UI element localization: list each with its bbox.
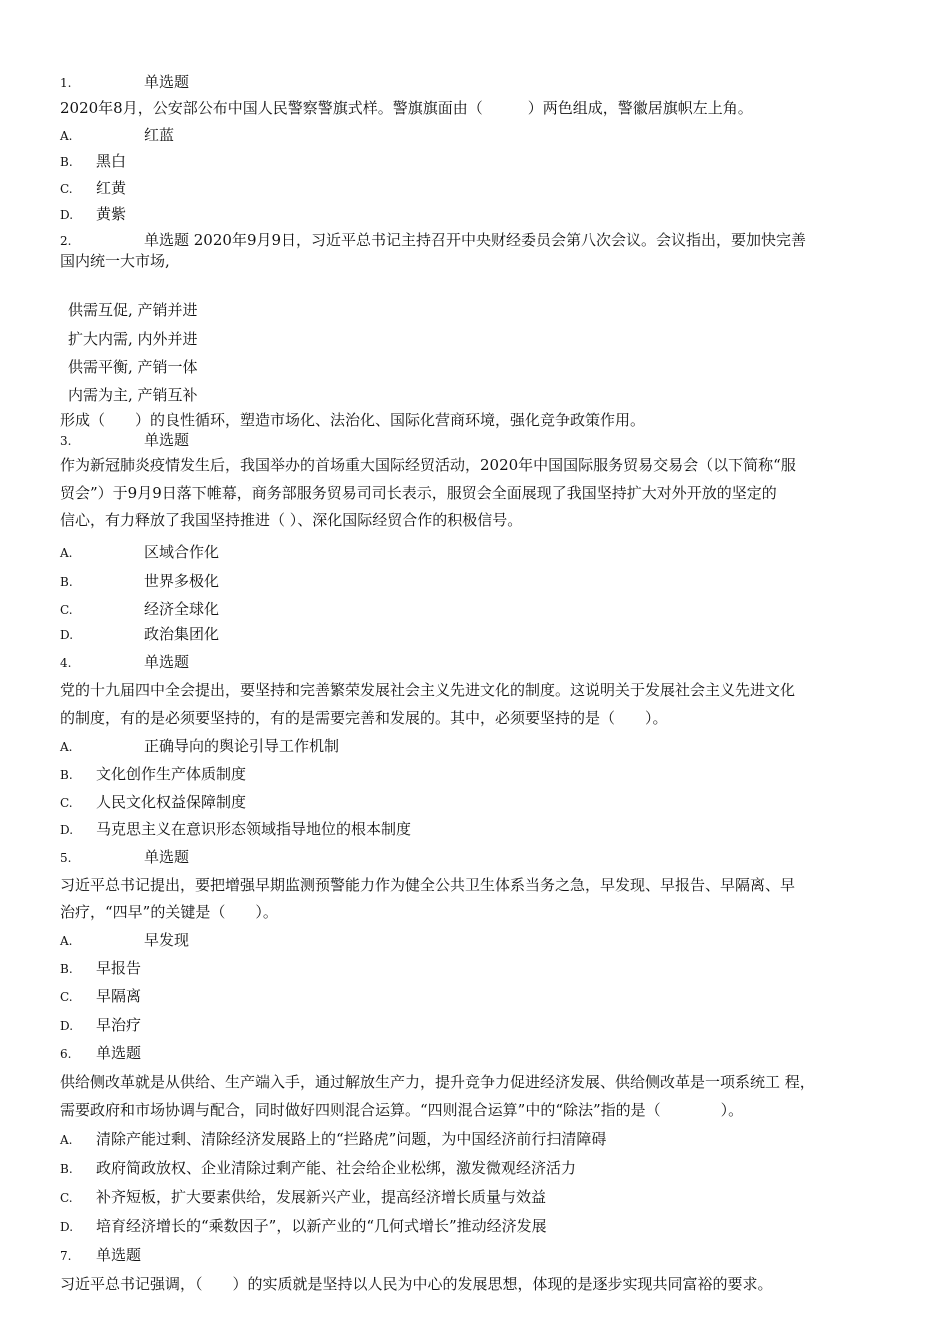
question-number: 3. <box>60 434 72 448</box>
option-a[interactable]: A. 早发现 <box>60 931 190 949</box>
question-stem: 2020年8月，公安部公布中国人民警察警旗式样。警旗旗面由（ ）两色组成，警徽居旗帜左上角。 <box>60 99 753 117</box>
option-b[interactable]: B. 政府简政放权、企业清除过剩产能、社会给企业松绑，激发微观经济活力 <box>60 1159 577 1177</box>
question-number: 4. <box>60 656 72 670</box>
option-c[interactable]: C. 早隔离 <box>60 987 142 1005</box>
question-type: 单选题 <box>144 653 190 671</box>
option-d[interactable]: D. 培育经济增长的“乘数因子”，以新产业的“几何式增长”推动经济发展 <box>60 1217 547 1235</box>
option-d[interactable]: D. 早治疗 <box>60 1016 142 1034</box>
question-stem: 习近平总书记提出，要把增强早期监测预警能力作为健全公共卫生体系当务之急，早发现、早报告、早隔离、早 <box>60 876 796 894</box>
option-d[interactable]: D. 马克思主义在意识形态领域指导地位的根本制度 <box>60 820 412 838</box>
question-number: 1. <box>60 76 72 90</box>
question-header <box>60 430 189 451</box>
question-stem: 治疗，“四早”的关键是（ ）。 <box>60 903 278 921</box>
question-type: 单选题 <box>96 1044 142 1062</box>
option-c[interactable]: C. 人民文化权益保障制度 <box>60 793 247 811</box>
question-stem-cont: 国内统一大市场, <box>60 252 170 270</box>
option-a[interactable]: A. 清除产能过剩、清除经济发展路上的“拦路虎”问题，为中国经济前行扫清障碍 <box>60 1130 607 1148</box>
option-c[interactable]: C. 经济全球化 <box>60 600 220 618</box>
question-type: 单选题 <box>144 848 190 866</box>
question-header <box>60 1043 141 1064</box>
choice-3[interactable]: 供需平衡, 产销一体 <box>68 358 198 376</box>
question-stem: 的制度，有的是必须要坚持的，有的是需要完善和发展的。其中，必须要坚持的是（ ）。 <box>60 709 668 727</box>
question-type: 单选题 <box>144 73 190 91</box>
option-c[interactable]: C. 补齐短板，扩大要素供给，发展新兴产业，提高经济增长质量与效益 <box>60 1188 547 1206</box>
question-number: 7. <box>60 1249 72 1263</box>
question-number: 6. <box>60 1047 72 1061</box>
question-stem-tail: 形成（ ）的良性循环，塑造市场化、法治化、国际化营商环境，强化竞争政策作用。 <box>60 411 646 429</box>
question-stem: 信心，有力释放了我国坚持推进（ ）、深化国际经贸合作的积极信号。 <box>60 511 523 529</box>
option-d[interactable]: D. 黄紫 <box>60 205 127 223</box>
question-stem: 单选题 2020年9月9日，习近平总书记主持召开中央财经委员会第八次会议。会议指出，要加快完善 <box>144 231 807 249</box>
question-number: 2. <box>60 234 72 248</box>
question-stem: 党的十九届四中全会提出，要坚持和完善繁荣发展社会主义先进文化的制度。这说明关于发展社会主义先进文化 <box>60 681 796 699</box>
question-stem: 作为新冠肺炎疫情发生后，我国举办的首场重大国际经贸活动，2020年中国国际服务贸易交易会（以下简称“服 <box>60 456 796 474</box>
question-type: 单选题 <box>144 431 190 449</box>
question-number: 5. <box>60 851 72 865</box>
option-b[interactable]: B. 早报告 <box>60 959 142 977</box>
option-a[interactable]: A. 正确导向的舆论引导工作机制 <box>60 737 340 755</box>
question-header <box>60 230 806 251</box>
option-a[interactable]: A. 红蓝 <box>60 126 175 144</box>
option-d[interactable]: D. 政治集团化 <box>60 625 220 643</box>
question-stem: 需要政府和市场协调与配合，同时做好四则混合运算。“四则混合运算”中的“除法”指的是（ ）。 <box>60 1101 744 1119</box>
question-header <box>60 72 189 93</box>
option-b[interactable]: B. 黑白 <box>60 152 127 170</box>
option-c[interactable]: C. 红黄 <box>60 179 127 197</box>
question-stem: 习近平总书记强调，（ ）的实质就是坚持以人民为中心的发展思想，体现的是逐步实现共同富裕的要求。 <box>60 1275 773 1293</box>
choice-1[interactable]: 供需互促, 产销并进 <box>68 301 198 319</box>
question-header <box>60 847 189 868</box>
option-b[interactable]: B. 世界多极化 <box>60 572 220 590</box>
choice-2[interactable]: 扩大内需, 内外并进 <box>68 330 198 348</box>
question-header <box>60 1245 141 1266</box>
option-a[interactable]: A. 区域合作化 <box>60 543 220 561</box>
choice-4[interactable]: 内需为主, 产销互补 <box>68 386 198 404</box>
question-header <box>60 652 189 673</box>
question-stem: 供给侧改革就是从供给、生产端入手，通过解放生产力，提升竞争力促进经济发展、供给侧改革是一项系统工 程， <box>60 1073 815 1091</box>
question-type: 单选题 <box>96 1246 142 1264</box>
option-b[interactable]: B. 文化创作生产体质制度 <box>60 765 247 783</box>
question-stem: 贸会”）于9月9日落下帷幕，商务部服务贸易司司长表示，服贸会全面展现了我国坚持扩大对外开放的坚定的 <box>60 484 777 502</box>
